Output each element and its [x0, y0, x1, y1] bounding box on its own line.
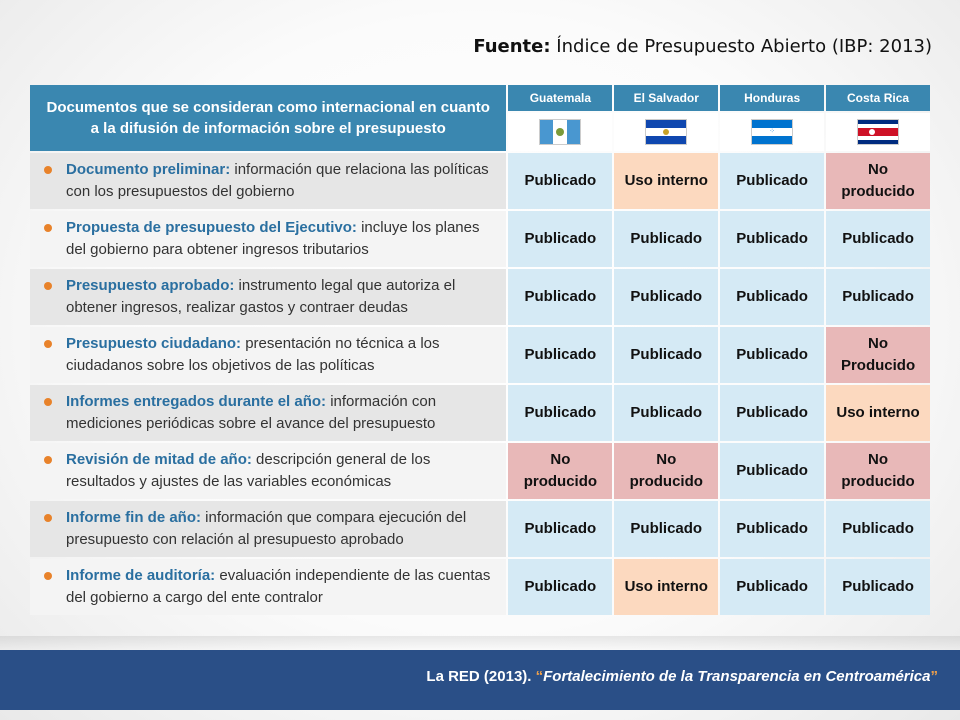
content-divider [0, 636, 960, 650]
status-cell-el-salvador: Publicado [614, 211, 718, 267]
document-description [66, 565, 496, 609]
document-cell [30, 327, 506, 383]
bullet-icon [44, 340, 52, 348]
bullet-icon [44, 456, 52, 464]
table-row [30, 443, 930, 499]
status-cell-guatemala: Publicado [508, 327, 612, 383]
document-description [66, 449, 496, 493]
table-row [30, 501, 930, 557]
documents-column-header: Documentos que se consideran como internacional en cuanto a la difusión de información sobre el presupuesto [30, 85, 506, 151]
table-row [30, 385, 930, 441]
status-cell-el-salvador: Publicado [614, 327, 718, 383]
status-cell-guatemala: Publicado [508, 269, 612, 325]
status-cell-costa-rica: No producido [826, 153, 930, 209]
budget-documents-table [28, 83, 932, 617]
status-cell-honduras: Publicado [720, 501, 824, 557]
bullet-icon [44, 572, 52, 580]
bullet-icon [44, 166, 52, 174]
document-cell [30, 443, 506, 499]
status-cell-costa-rica: Publicado [826, 501, 930, 557]
guatemala-flag-icon [539, 119, 581, 145]
table-row [30, 559, 930, 615]
document-cell [30, 211, 506, 267]
status-cell-honduras: Publicado [720, 385, 824, 441]
status-cell-honduras: Publicado [720, 443, 824, 499]
status-cell-costa-rica: Publicado [826, 559, 930, 615]
status-cell-costa-rica: Publicado [826, 211, 930, 267]
table-header-row [30, 85, 930, 111]
honduras-flag-icon: ⁘ [751, 119, 793, 145]
status-cell-guatemala: Publicado [508, 153, 612, 209]
status-cell-honduras: Publicado [720, 559, 824, 615]
document-title: Presupuesto aprobado: [66, 277, 235, 294]
table-row [30, 327, 930, 383]
bullet-icon [44, 282, 52, 290]
bullet-icon [44, 224, 52, 232]
country-header-el-salvador: El Salvador [614, 85, 718, 111]
status-cell-honduras: Publicado [720, 153, 824, 209]
document-detail: instrumento legal que autoriza el obtener ingresos, realizar gastos y contraer deudas [66, 277, 456, 316]
source-citation [473, 36, 932, 57]
footer-open-quote: “ [535, 668, 544, 685]
document-detail: evaluación independiente de las cuentas del gobierno a cargo del ente contralor [66, 567, 491, 606]
country-header-guatemala: Guatemala [508, 85, 612, 111]
status-cell-costa-rica: Publicado [826, 269, 930, 325]
document-detail: información que relaciona las políticas con los presupuestos del gobierno [66, 161, 489, 200]
status-cell-costa-rica: Uso interno [826, 385, 930, 441]
source-label: Fuente: [473, 36, 551, 57]
document-title: Informe de auditoría: [66, 567, 216, 584]
el-salvador-flag-icon [645, 119, 687, 145]
table-row [30, 153, 930, 209]
status-cell-guatemala: Publicado [508, 211, 612, 267]
status-cell-el-salvador: Uso interno [614, 559, 718, 615]
bullet-icon [44, 514, 52, 522]
status-cell-honduras: Publicado [720, 211, 824, 267]
bullet-icon [44, 398, 52, 406]
document-detail: presentación no técnica a los ciudadanos sobre los objetivos de las políticas [66, 335, 440, 374]
document-description [66, 391, 496, 435]
flag-cell [826, 113, 930, 151]
status-cell-costa-rica: No Producido [826, 327, 930, 383]
status-cell-guatemala: No producido [508, 443, 612, 499]
flag-cell [614, 113, 718, 151]
status-cell-honduras: Publicado [720, 269, 824, 325]
table-row [30, 211, 930, 267]
status-cell-el-salvador: Uso interno [614, 153, 718, 209]
country-header-costa-rica: Costa Rica [826, 85, 930, 111]
document-detail: incluye los planes del gobierno para obtener ingresos tributarios [66, 219, 480, 258]
costa-rica-flag-icon [857, 119, 899, 145]
document-title: Documento preliminar: [66, 161, 231, 178]
document-detail: descripción general de los resultados y ajustes de las variables económicas [66, 451, 431, 490]
document-description [66, 159, 496, 203]
document-title: Propuesta de presupuesto del Ejecutivo: [66, 219, 357, 236]
document-detail: información con mediciones periódicas sobre el avance del presupuesto [66, 393, 437, 432]
footer-bar [0, 650, 960, 710]
table-body [30, 153, 930, 615]
document-cell [30, 385, 506, 441]
document-title: Informes entregados durante el año: [66, 393, 327, 410]
status-cell-costa-rica: No producido [826, 443, 930, 499]
document-description [66, 507, 496, 551]
status-cell-el-salvador: No producido [614, 443, 718, 499]
document-title: Revisión de mitad de año: [66, 451, 252, 468]
status-cell-guatemala: Publicado [508, 501, 612, 557]
flag-cell [508, 113, 612, 151]
document-cell [30, 153, 506, 209]
table-row [30, 269, 930, 325]
document-cell [30, 501, 506, 557]
document-cell [30, 559, 506, 615]
footer-title: Fortalecimiento de la Transparencia en Centroamérica [543, 668, 931, 685]
document-cell [30, 269, 506, 325]
source-text: Índice de Presupuesto Abierto (IBP: 2013) [556, 36, 932, 57]
document-title: Presupuesto ciudadano: [66, 335, 242, 352]
status-cell-guatemala: Publicado [508, 385, 612, 441]
footer-citation [426, 668, 938, 685]
country-header-honduras: Honduras [720, 85, 824, 111]
document-description [66, 333, 496, 377]
document-detail: información que compara ejecución del presupuesto con relación al presupuesto aprobado [66, 509, 467, 548]
status-cell-guatemala: Publicado [508, 559, 612, 615]
document-description [66, 217, 496, 261]
document-title: Informe fin de año: [66, 509, 201, 526]
footer-prefix: La RED (2013). [426, 668, 536, 685]
flag-cell [720, 113, 824, 151]
status-cell-el-salvador: Publicado [614, 385, 718, 441]
status-cell-el-salvador: Publicado [614, 501, 718, 557]
status-cell-el-salvador: Publicado [614, 269, 718, 325]
document-description [66, 275, 496, 319]
status-cell-honduras: Publicado [720, 327, 824, 383]
footer-close-quote: ” [930, 668, 938, 685]
